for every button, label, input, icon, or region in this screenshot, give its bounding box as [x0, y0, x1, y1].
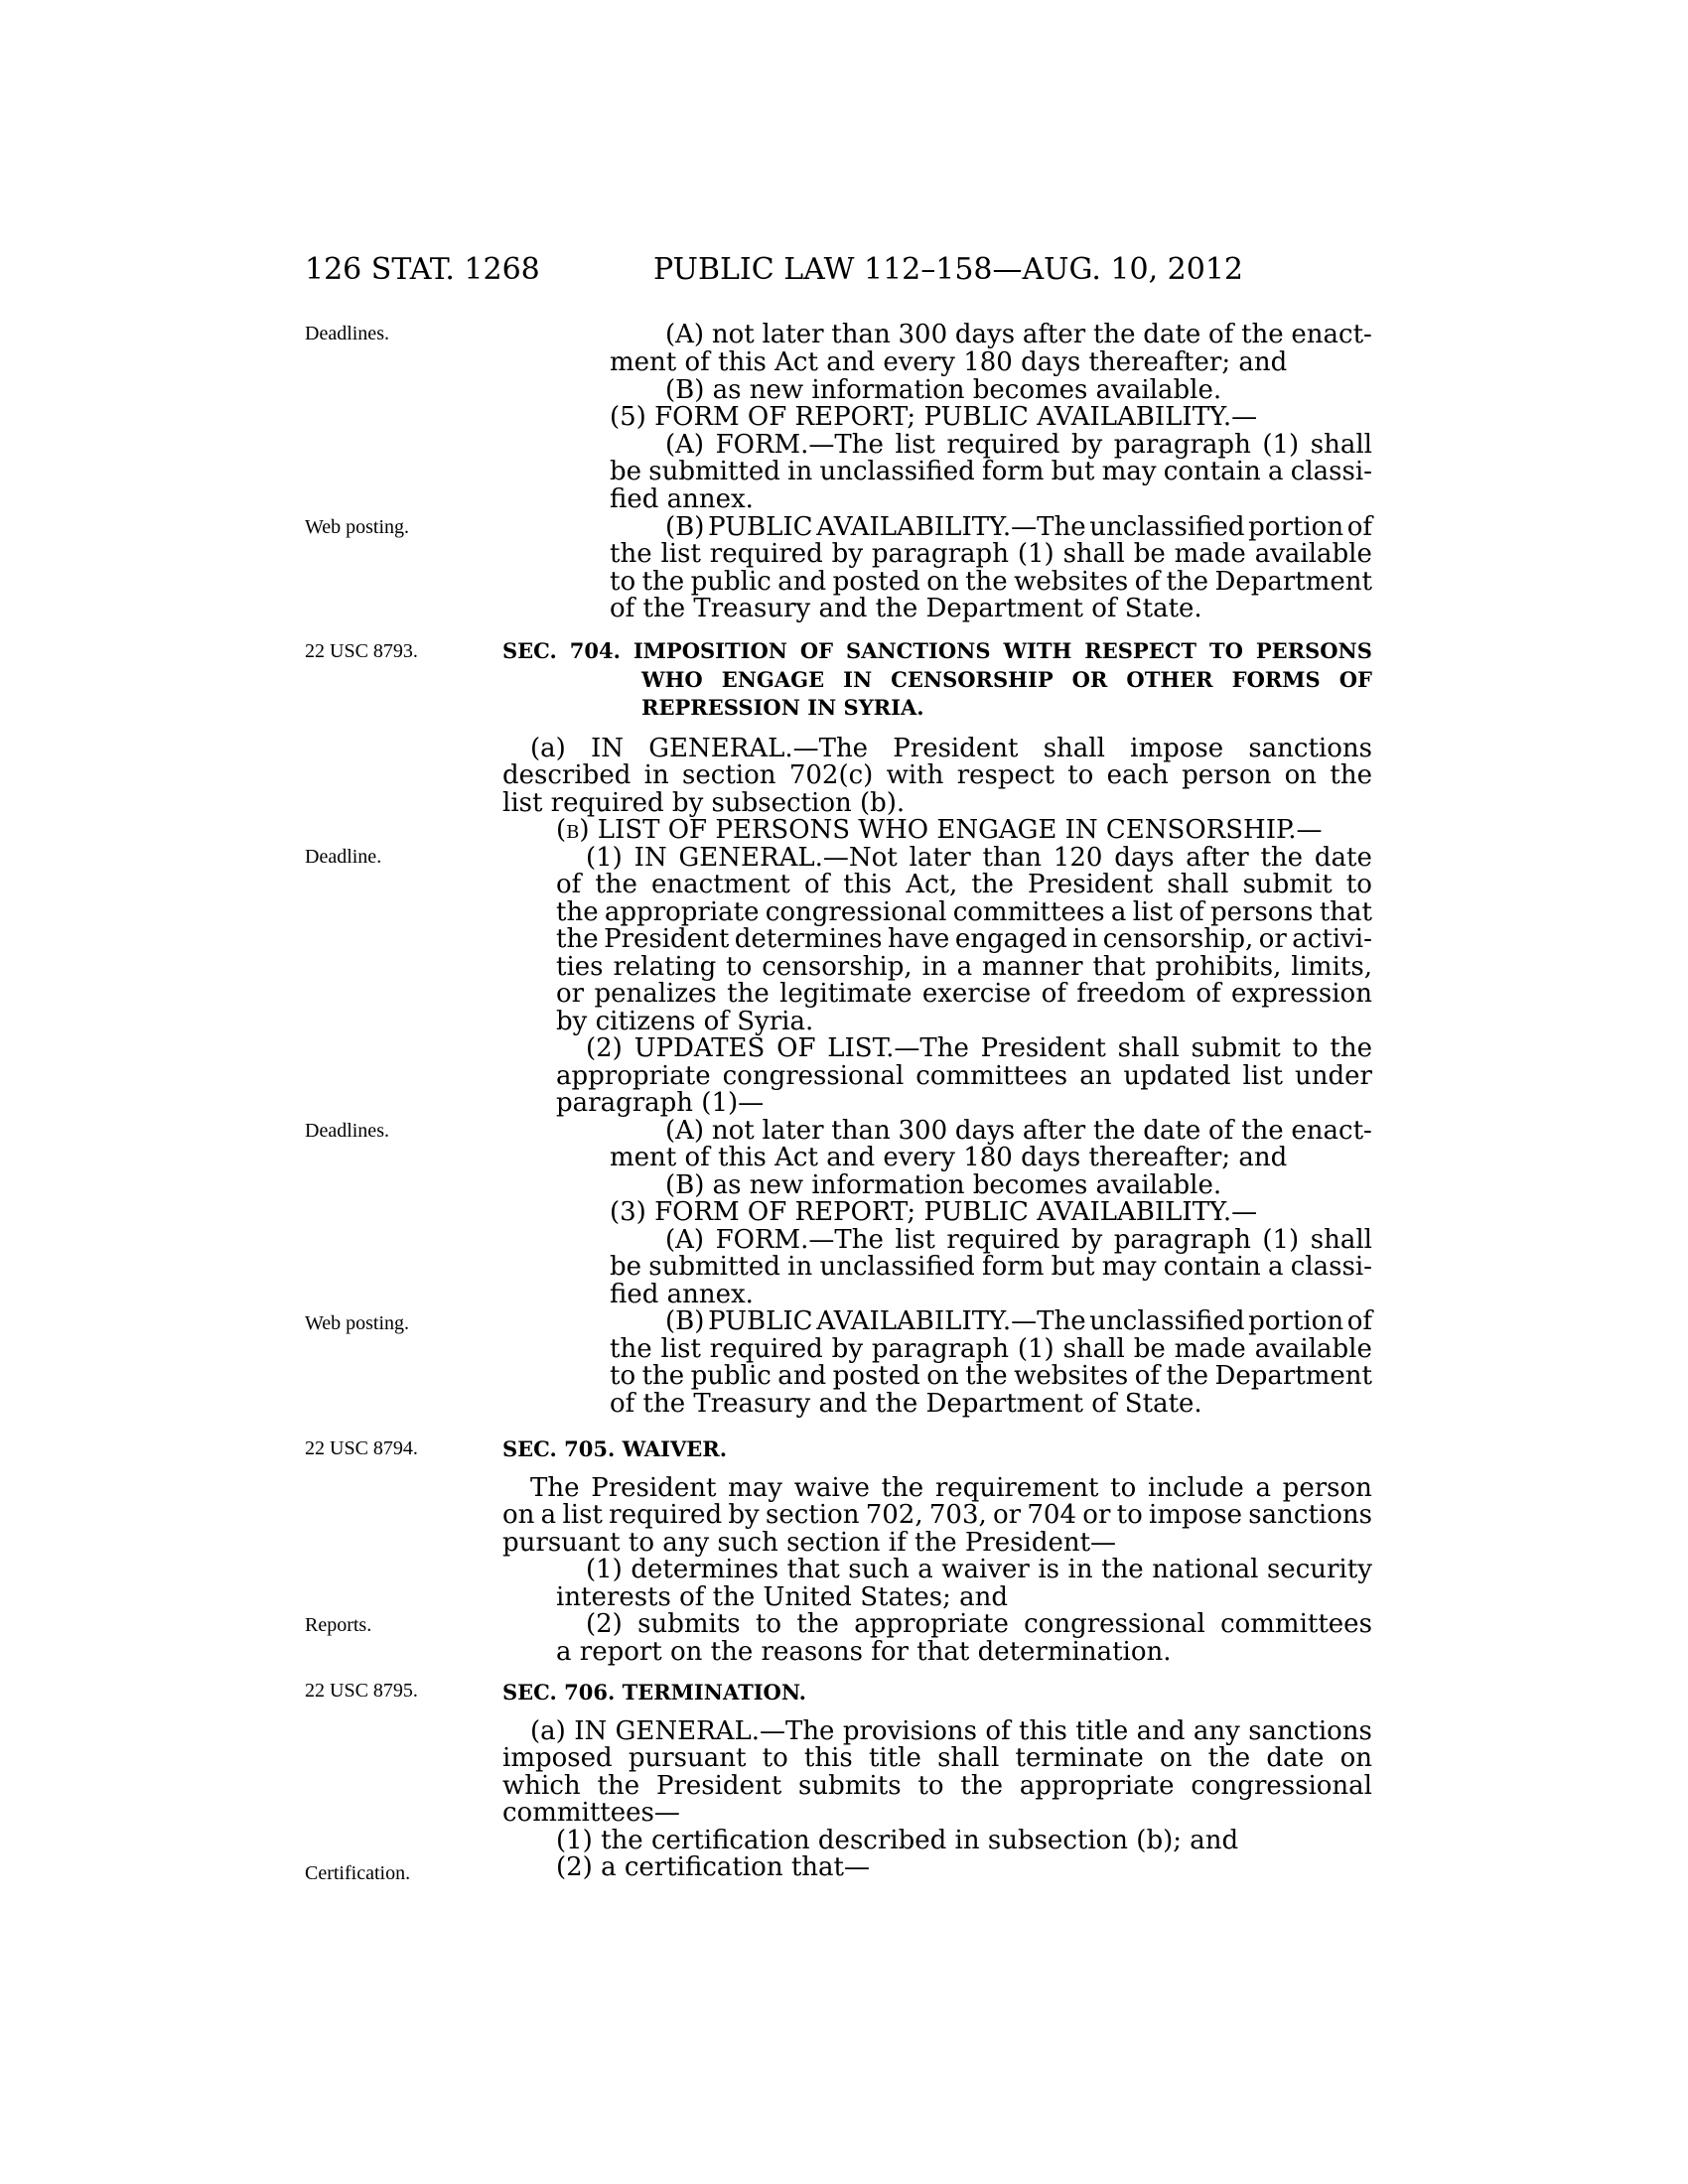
- text-line: (b) LIST OF PERSONS WHO ENGAGE IN CENSORSHIP.—: [556, 815, 1323, 845]
- text-line: (B) as new information becomes available.: [665, 1170, 1222, 1200]
- text-line: list required by subsection (b).: [502, 788, 906, 818]
- margin-note-deadlines: Deadlines.: [305, 1120, 389, 1142]
- text-line: or penalizes the legitimate exercise of freedom of expression: [556, 979, 1372, 1009]
- text-line: (1) the certification described in subsection (b); and: [556, 1826, 1239, 1855]
- text-line: (A) FORM.—The list required by paragraph (1) shall: [665, 430, 1372, 460]
- text-line: (5) FORM OF REPORT; PUBLIC AVAILABILITY.—: [610, 402, 1258, 432]
- margin-note-usc-8793: 22 USC 8793.: [305, 640, 418, 662]
- text-line: (a) IN GENERAL.—The President shall impose sanctions: [530, 734, 1372, 763]
- text-line: committees—: [502, 1798, 680, 1828]
- text-line: (2) UPDATES OF LIST.—The President shall submit to the: [586, 1033, 1372, 1063]
- margin-note-web-posting: Web posting.: [305, 516, 410, 538]
- text-line: ties relating to censorship, in a manner that prohibits, limits,: [556, 952, 1372, 982]
- text-line: paragraph (1)—: [556, 1088, 765, 1118]
- text-line: fied annex.: [610, 1280, 754, 1309]
- text-line: of the Treasury and the Department of State.: [610, 594, 1202, 623]
- text-line: (1) IN GENERAL.—Not later than 120 days after the date: [586, 843, 1372, 873]
- text-line: described in section 702(c) with respect to each person on the: [502, 760, 1372, 790]
- section-705-heading: SEC. 705. WAIVER.: [502, 1436, 728, 1461]
- section-706-heading: SEC. 706. TERMINATION.: [502, 1680, 806, 1705]
- text-line: which the President submits to the appropriate congressional: [502, 1771, 1372, 1801]
- text-line: (B) PUBLIC AVAILABILITY.—The unclassified portion of: [665, 512, 1372, 542]
- text-line: (B) PUBLIC AVAILABILITY.—The unclassified portion of: [665, 1306, 1372, 1336]
- text-line: a report on the reasons for that determination.: [556, 1637, 1172, 1667]
- text-line: (1) determines that such a waiver is in the national security: [586, 1555, 1372, 1584]
- text-line: (2) submits to the appropriate congressional committees: [586, 1609, 1372, 1639]
- text-line: (3) FORM OF REPORT; PUBLIC AVAILABILITY.—: [610, 1197, 1258, 1227]
- text-line: the list required by paragraph (1) shall be made available: [610, 1334, 1372, 1364]
- text-line: of the enactment of this Act, the President shall submit to: [556, 870, 1372, 899]
- text-line: (2) a certification that—: [556, 1852, 870, 1882]
- margin-note-deadline: Deadline.: [305, 846, 382, 868]
- margin-note-usc-8794: 22 USC 8794.: [305, 1437, 418, 1459]
- text-line: ment of this Act and every 180 days thereafter; and: [610, 347, 1288, 377]
- text-line: imposed pursuant to this title shall terminate on the date on: [502, 1743, 1372, 1773]
- text-line: (a) IN GENERAL.—The provisions of this title and any sanctions: [530, 1716, 1372, 1746]
- text-line: interests of the United States; and: [556, 1582, 1009, 1612]
- text-line: (A) FORM.—The list required by paragraph (1) shall: [665, 1225, 1372, 1255]
- text-line: (A) not later than 300 days after the date of the enact-: [665, 320, 1372, 349]
- section-704-heading: REPRESSION IN SYRIA.: [641, 695, 924, 720]
- text-line: fied annex.: [610, 484, 754, 514]
- margin-note-reports: Reports.: [305, 1614, 372, 1636]
- text-line: the list required by paragraph (1) shall be made available: [610, 539, 1372, 569]
- text-line: on a list required by section 702, 703, or 704 or to impose sanctions: [502, 1500, 1372, 1530]
- text-line: appropriate congressional committees an updated list under: [556, 1061, 1372, 1091]
- text-line: (B) as new information becomes available.: [665, 375, 1222, 405]
- margin-note-deadlines: Deadlines.: [305, 323, 389, 344]
- text-line: to the public and posted on the websites of the Department: [610, 567, 1372, 597]
- text-line: of the Treasury and the Department of State.: [610, 1389, 1202, 1419]
- text-line: to the public and posted on the websites of the Department: [610, 1361, 1372, 1391]
- text-line: be submitted in unclassified form but may contain a classi-: [610, 1252, 1372, 1282]
- text-line: ment of this Act and every 180 days thereafter; and: [610, 1143, 1288, 1172]
- margin-note-certification: Certification.: [305, 1862, 411, 1884]
- section-704-heading: WHO ENGAGE IN CENSORSHIP OR OTHER FORMS OF: [641, 667, 1372, 692]
- text-line: pursuant to any such section if the President—: [502, 1528, 1117, 1558]
- text-line: by citizens of Syria.: [556, 1007, 814, 1036]
- margin-note-usc-8795: 22 USC 8795.: [305, 1680, 418, 1702]
- text-line: (A) not later than 300 days after the date of the enact-: [665, 1116, 1372, 1146]
- text-line: the President determines have engaged in censorship, or activi-: [556, 924, 1372, 954]
- page-number-header: 126 STAT. 1268: [305, 252, 540, 287]
- text-line: The President may waive the requirement to include a person: [530, 1473, 1372, 1503]
- section-704-heading: SEC. 704. IMPOSITION OF SANCTIONS WITH RESPECT TO PERSONS: [502, 638, 1372, 663]
- text-line: the appropriate congressional committees a list of persons that: [556, 897, 1372, 927]
- public-law-header: PUBLIC LAW 112–158—AUG. 10, 2012: [653, 252, 1244, 287]
- margin-note-web-posting: Web posting.: [305, 1312, 410, 1334]
- text-line: be submitted in unclassified form but may contain a classi-: [610, 457, 1372, 486]
